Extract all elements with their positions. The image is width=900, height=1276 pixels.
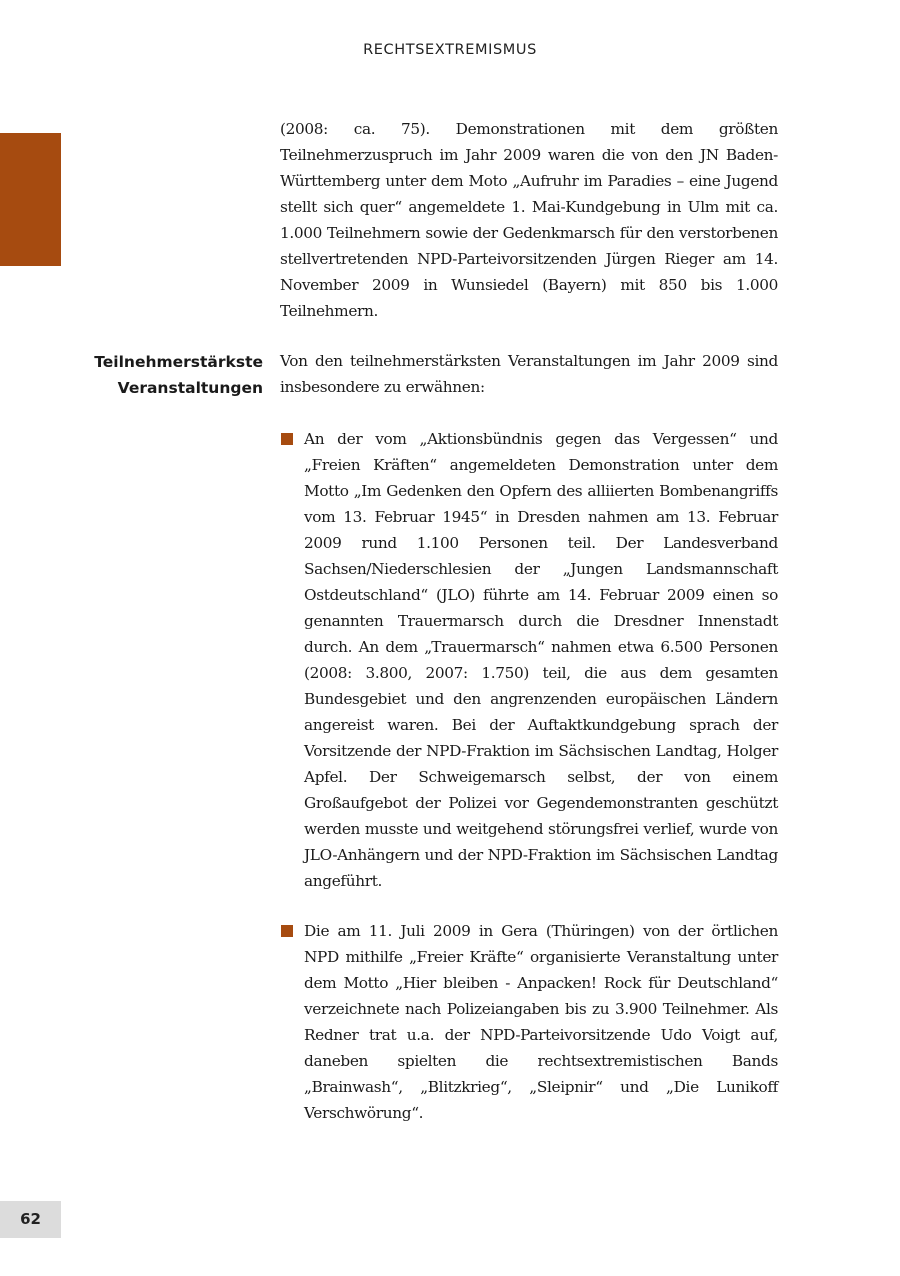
- intro-paragraph: (2008: ca. 75). Demonstrationen mit dem größten Teilnehmerzuspruch im Jahr 2009 waren die von den JN Baden-Württemberg unter dem Moto „Aufruhr im Paradies – eine Jugend stellt sich quer“ angemeldete 1. Mai-Kundgebung in Ulm mit ca. 1.000 Teilnehmern sowie der Gedenkmarsch für den verstorbenen stellvertretenden NPD-Parteivorsitzenden Jürgen Rieger am 14. November 2009 in Wunsiedel (Bayern) mit 850 bis 1.000 Teilnehmern.: [280, 120, 778, 320]
- square-bullet-icon: [281, 433, 293, 445]
- section-intro-paragraph: Von den teilnehmerstärksten Veranstaltungen im Jahr 2009 sind insbesondere zu erwähnen:: [280, 352, 778, 396]
- running-head: RECHTSEXTREMISMUS: [363, 42, 537, 58]
- square-bullet-icon: [281, 925, 293, 937]
- margin-heading: [40, 349, 263, 401]
- bullet-item-gera: [280, 918, 778, 1126]
- bullet-text: An der vom „Aktionsbündnis gegen das Vergessen“ und „Freien Kräften“ angemeldeten Demonstration unter dem Motto „Im Gedenken den Opfern des alliierten Bombenangriffs vom 13. Februar 1945“ in Dresden nahmen am 13. Februar 2009 rund 1.100 Personen teil. Der Landesverband Sachsen/Niederschlesien der „Jungen Landsmannschaft Ostdeutschland“ (JLO) führte am 14. Februar 2009 einen so genannten Trauermarsch durch die Dresdner Innenstadt durch. An dem „Trauermarsch“ nahmen etwa 6.500 Personen (2008: 3.800, 2007: 1.750) teil, die aus dem gesamten Bundesgebiet und den angrenzenden europäischen Ländern angereist waren. Bei der Auftaktkundgebung sprach der Vorsitzende der NPD-Fraktion im Sächsischen Landtag, Holger Apfel. Der Schweigemarsch selbst, der von einem Großaufgebot der Polizei vor Gegendemonstranten geschützt werden musste und weitgehend störungsfrei verlief, wurde von JLO-Anhängern und der NPD-Fraktion im Sächsischen Landtag angeführt.: [304, 430, 778, 890]
- margin-heading-line-1: Teilnehmerstärkste: [94, 353, 263, 371]
- margin-heading-line-2: Veranstaltungen: [117, 379, 263, 397]
- bullet-text: Die am 11. Juli 2009 in Gera (Thüringen) von der örtlichen NPD mithilfe „Freier Kräfte“ organisierte Veranstaltung unter dem Motto „Hier bleiben - Anpacken! Rock für Deutschland“ verzeichnete nach Polizeiangaben bis zu 3.900 Teilnehmer. Als Redner trat u.a. der NPD-Parteivorsitzende Udo Voigt auf, daneben spielten die rechtsextremistischen Bands „Brainwash“, „Blitzkrieg“, „Sleipnir“ und „Die Lunikoff Verschwörung“.: [304, 922, 778, 1122]
- chapter-tab-marker: [0, 133, 61, 266]
- page-number: 62: [0, 1201, 61, 1238]
- bullet-item-dresden: [280, 426, 778, 894]
